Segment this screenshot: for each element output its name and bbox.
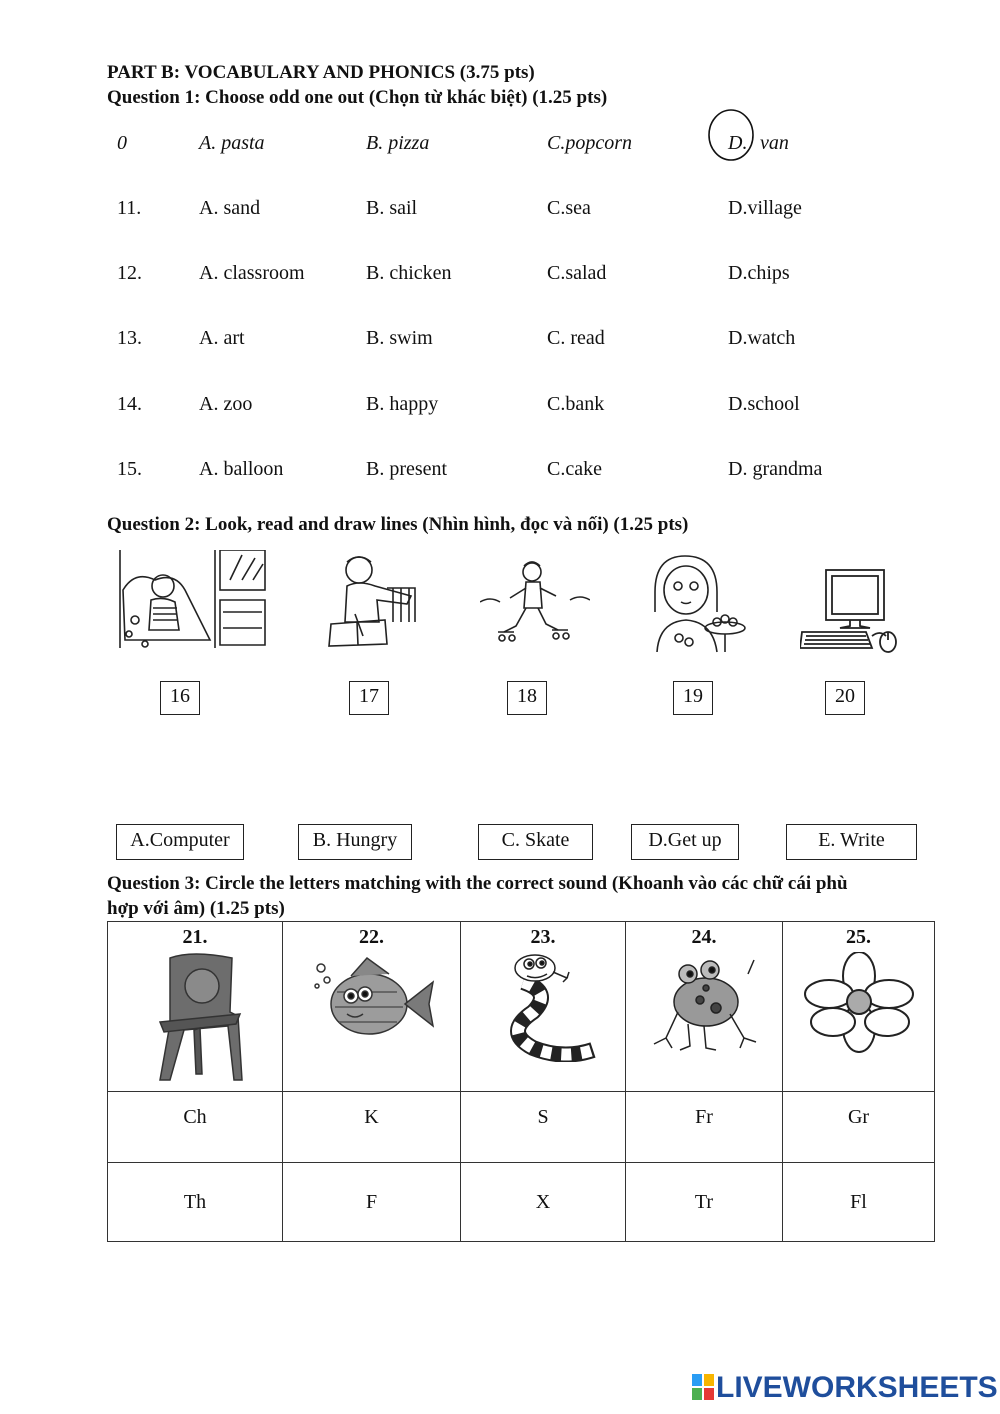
q3-letter-option[interactable]: Tr xyxy=(626,1163,783,1242)
computer-picture xyxy=(800,566,900,654)
q1-option-d[interactable]: D. grandma xyxy=(728,458,823,480)
q1-row-num: 11. xyxy=(117,197,142,219)
q3-letter-option[interactable]: Gr xyxy=(783,1092,935,1163)
q1-option-a[interactable]: A. zoo xyxy=(199,393,253,415)
fish-picture xyxy=(307,952,437,1062)
q3-number: 23. xyxy=(530,926,556,948)
q1-option-a[interactable]: A. classroom xyxy=(199,262,305,284)
q1-option-c[interactable]: C.sea xyxy=(547,197,591,219)
q1-option-a[interactable]: A. balloon xyxy=(199,458,284,480)
q1-option-a[interactable]: A. sand xyxy=(199,197,261,219)
chair-picture xyxy=(130,952,260,1082)
q3-letter-option[interactable]: Fl xyxy=(783,1163,935,1242)
q3-letter-option[interactable]: S xyxy=(461,1092,626,1163)
q3-picture-cell xyxy=(783,922,935,1092)
q2-title: Question 2: Look, read and draw lines (Nhìn hình, đọc và nối) (1.25 pts) xyxy=(107,514,689,535)
q3-letter-option[interactable]: F xyxy=(283,1163,461,1242)
q3-letters-row-bottom xyxy=(108,1163,935,1242)
q1-option-b[interactable]: B. chicken xyxy=(366,262,452,284)
q1-option-d-word: van xyxy=(760,132,789,154)
q1-row-num: 14. xyxy=(117,393,142,415)
q1-option-b[interactable]: B. present xyxy=(366,458,448,480)
q3-table xyxy=(107,921,935,1242)
boy-writing-picture xyxy=(325,552,417,650)
live-badge-icon xyxy=(692,1374,714,1400)
q3-letter-option[interactable]: X xyxy=(461,1163,626,1242)
q2-number-box[interactable]: 17 xyxy=(349,681,389,715)
frog-picture xyxy=(644,952,764,1062)
q3-picture-row xyxy=(108,922,935,1092)
q3-number: 22. xyxy=(359,926,384,948)
q3-picture-cell xyxy=(283,922,461,1092)
q1-option-d[interactable]: D.school xyxy=(728,393,800,415)
q1-row-num: 0 xyxy=(117,132,127,154)
part-title: PART B: VOCABULARY AND PHONICS (3.75 pts) xyxy=(107,62,535,83)
q1-option-d-letter: D. xyxy=(728,132,748,154)
q2-number-box[interactable]: 19 xyxy=(673,681,713,715)
snake-picture xyxy=(483,952,603,1062)
hungry-girl-picture xyxy=(645,552,747,654)
girl-skating-picture xyxy=(480,560,590,650)
q1-option-d[interactable]: D.watch xyxy=(728,327,796,349)
q3-picture-cell xyxy=(108,922,283,1092)
q3-letter-option[interactable]: Ch xyxy=(108,1092,283,1163)
flower-picture xyxy=(799,952,919,1062)
q3-title-line2: hợp với âm) (1.25 pts) xyxy=(107,898,285,919)
q3-title-line1: Question 3: Circle the letters matching with the correct sound (Khoanh vào các chữ cái phù xyxy=(107,873,848,894)
q1-title: Question 1: Choose odd one out (Chọn từ khác biệt) (1.25 pts) xyxy=(107,87,608,108)
q2-answer-box[interactable]: E. Write xyxy=(786,824,917,860)
q1-option-c[interactable]: C.bank xyxy=(547,393,605,415)
q3-letters-row-top xyxy=(108,1092,935,1163)
q2-answer-box[interactable]: B. Hungry xyxy=(298,824,412,860)
q1-option-d[interactable]: D.chips xyxy=(728,262,790,284)
q2-number-box[interactable]: 18 xyxy=(507,681,547,715)
q1-option-c[interactable]: C. read xyxy=(547,327,605,349)
q1-option-c[interactable]: C.salad xyxy=(547,262,607,284)
q2-answer-box[interactable]: C. Skate xyxy=(478,824,593,860)
q1-option-b[interactable]: B. sail xyxy=(366,197,418,219)
q3-number: 21. xyxy=(182,926,208,948)
boy-in-bed-picture xyxy=(115,550,270,658)
q1-option-a[interactable]: A. art xyxy=(199,327,245,349)
q2-answer-box[interactable]: D.Get up xyxy=(631,824,739,860)
q3-picture-cell xyxy=(461,922,626,1092)
q1-option-c: C.popcorn xyxy=(547,132,632,154)
q1-option-b[interactable]: B. swim xyxy=(366,327,433,349)
q3-letter-option[interactable]: Th xyxy=(108,1163,283,1242)
q1-option-a: A. pasta xyxy=(199,132,265,154)
q1-option-c[interactable]: C.cake xyxy=(547,458,602,480)
q2-number-box[interactable]: 16 xyxy=(160,681,200,715)
liveworksheets-logo xyxy=(692,1371,998,1405)
q3-letter-option[interactable]: K xyxy=(283,1092,461,1163)
q3-number: 24. xyxy=(691,926,717,948)
q1-row-num: 15. xyxy=(117,458,142,480)
q1-option-b[interactable]: B. happy xyxy=(366,393,439,415)
q1-option-b: B. pizza xyxy=(366,132,430,154)
q3-picture-cell xyxy=(626,922,783,1092)
logo-text: LIVEWORKSHEETS xyxy=(716,1371,998,1404)
q3-letter-option[interactable]: Fr xyxy=(626,1092,783,1163)
q2-number-box[interactable]: 20 xyxy=(825,681,865,715)
q1-row-num: 13. xyxy=(117,327,142,349)
q1-row-num: 12. xyxy=(117,262,142,284)
q2-answer-box[interactable]: A.Computer xyxy=(116,824,244,860)
q3-number: 25. xyxy=(846,926,871,948)
q1-option-d[interactable]: D.village xyxy=(728,197,802,219)
